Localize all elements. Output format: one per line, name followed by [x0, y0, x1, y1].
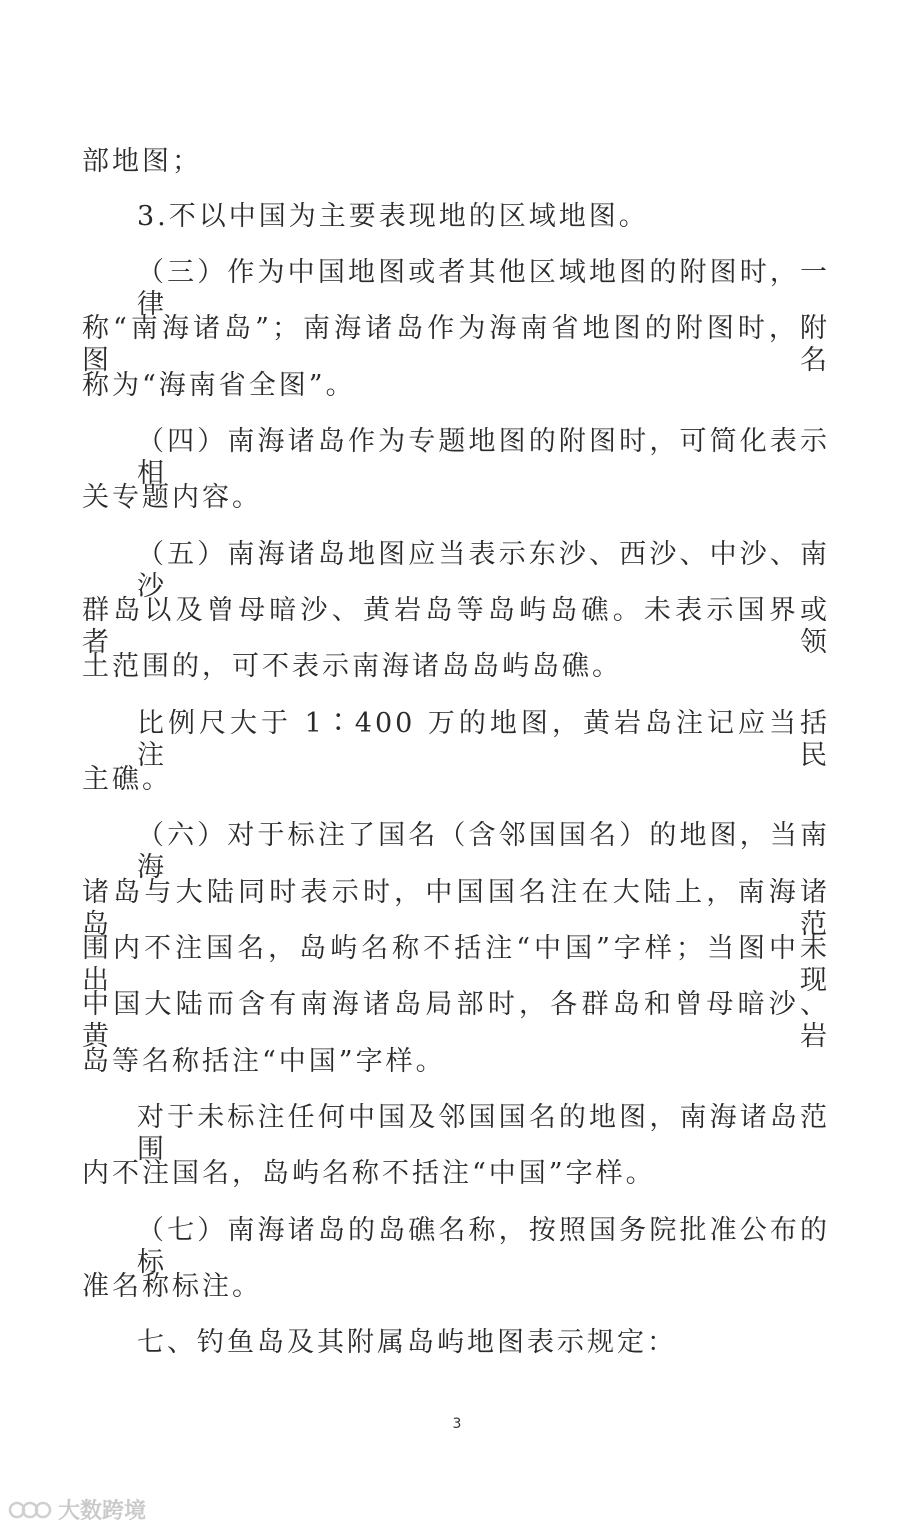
text-line: 中国大陆而含有南海诸岛局部时，各群岛和曾母暗沙、黄岩: [82, 989, 830, 1052]
text-line: （四）南海诸岛作为专题地图的附图时，可简化表示相: [137, 426, 830, 489]
text-line: 岛等名称括注“中国”字样。: [82, 1046, 446, 1077]
text-line: 七、钓鱼岛及其附属岛屿地图表示规定：: [137, 1327, 677, 1358]
text-line: 比例尺大于 1∶400 万的地图，黄岩岛注记应当括注民: [137, 708, 830, 771]
text-line: 3.不以中国为主要表现地的区域地图。: [137, 201, 649, 232]
text-line: 群岛以及曾母暗沙、黄岩岛等岛屿岛礁。未表示国界或者领: [82, 595, 830, 658]
watermark: [8, 1494, 146, 1525]
text-line: 称“南海诸岛”；南海诸岛作为海南省地图的附图时，附图名: [82, 313, 830, 376]
text-line: 关专题内容。: [82, 482, 262, 513]
text-line: 准名称标注。: [82, 1271, 262, 1302]
text-line: 主礁。: [82, 764, 172, 795]
text-line: （三）作为中国地图或者其他区域地图的附图时，一律: [137, 257, 830, 320]
page-number: 3: [452, 1416, 462, 1432]
text-line: 诸岛与大陆同时表示时，中国国名注在大陆上，南海诸岛范: [82, 877, 830, 940]
text-line: 内不注国名，岛屿名称不括注“中国”字样。: [82, 1158, 656, 1189]
text-line: 部地图；: [82, 146, 202, 177]
brand-logo-icon: [8, 1497, 52, 1523]
text-line: （五）南海诸岛地图应当表示东沙、西沙、中沙、南沙: [137, 539, 830, 602]
text-line: 对于未标注任何中国及邻国国名的地图，南海诸岛范围: [137, 1102, 830, 1165]
watermark-text: 大数跨境: [58, 1499, 147, 1524]
text-line: 称为“海南省全图”。: [82, 370, 356, 401]
text-line: 土范围的，可不表示南海诸岛岛屿岛礁。: [82, 651, 622, 682]
text-line: （七）南海诸岛的岛礁名称，按照国务院批准公布的标: [137, 1215, 830, 1278]
text-line: （六）对于标注了国名（含邻国国名）的地图，当南海: [137, 820, 830, 883]
text-line: 围内不注国名，岛屿名称不括注“中国”字样；当图中未出现: [82, 933, 830, 996]
